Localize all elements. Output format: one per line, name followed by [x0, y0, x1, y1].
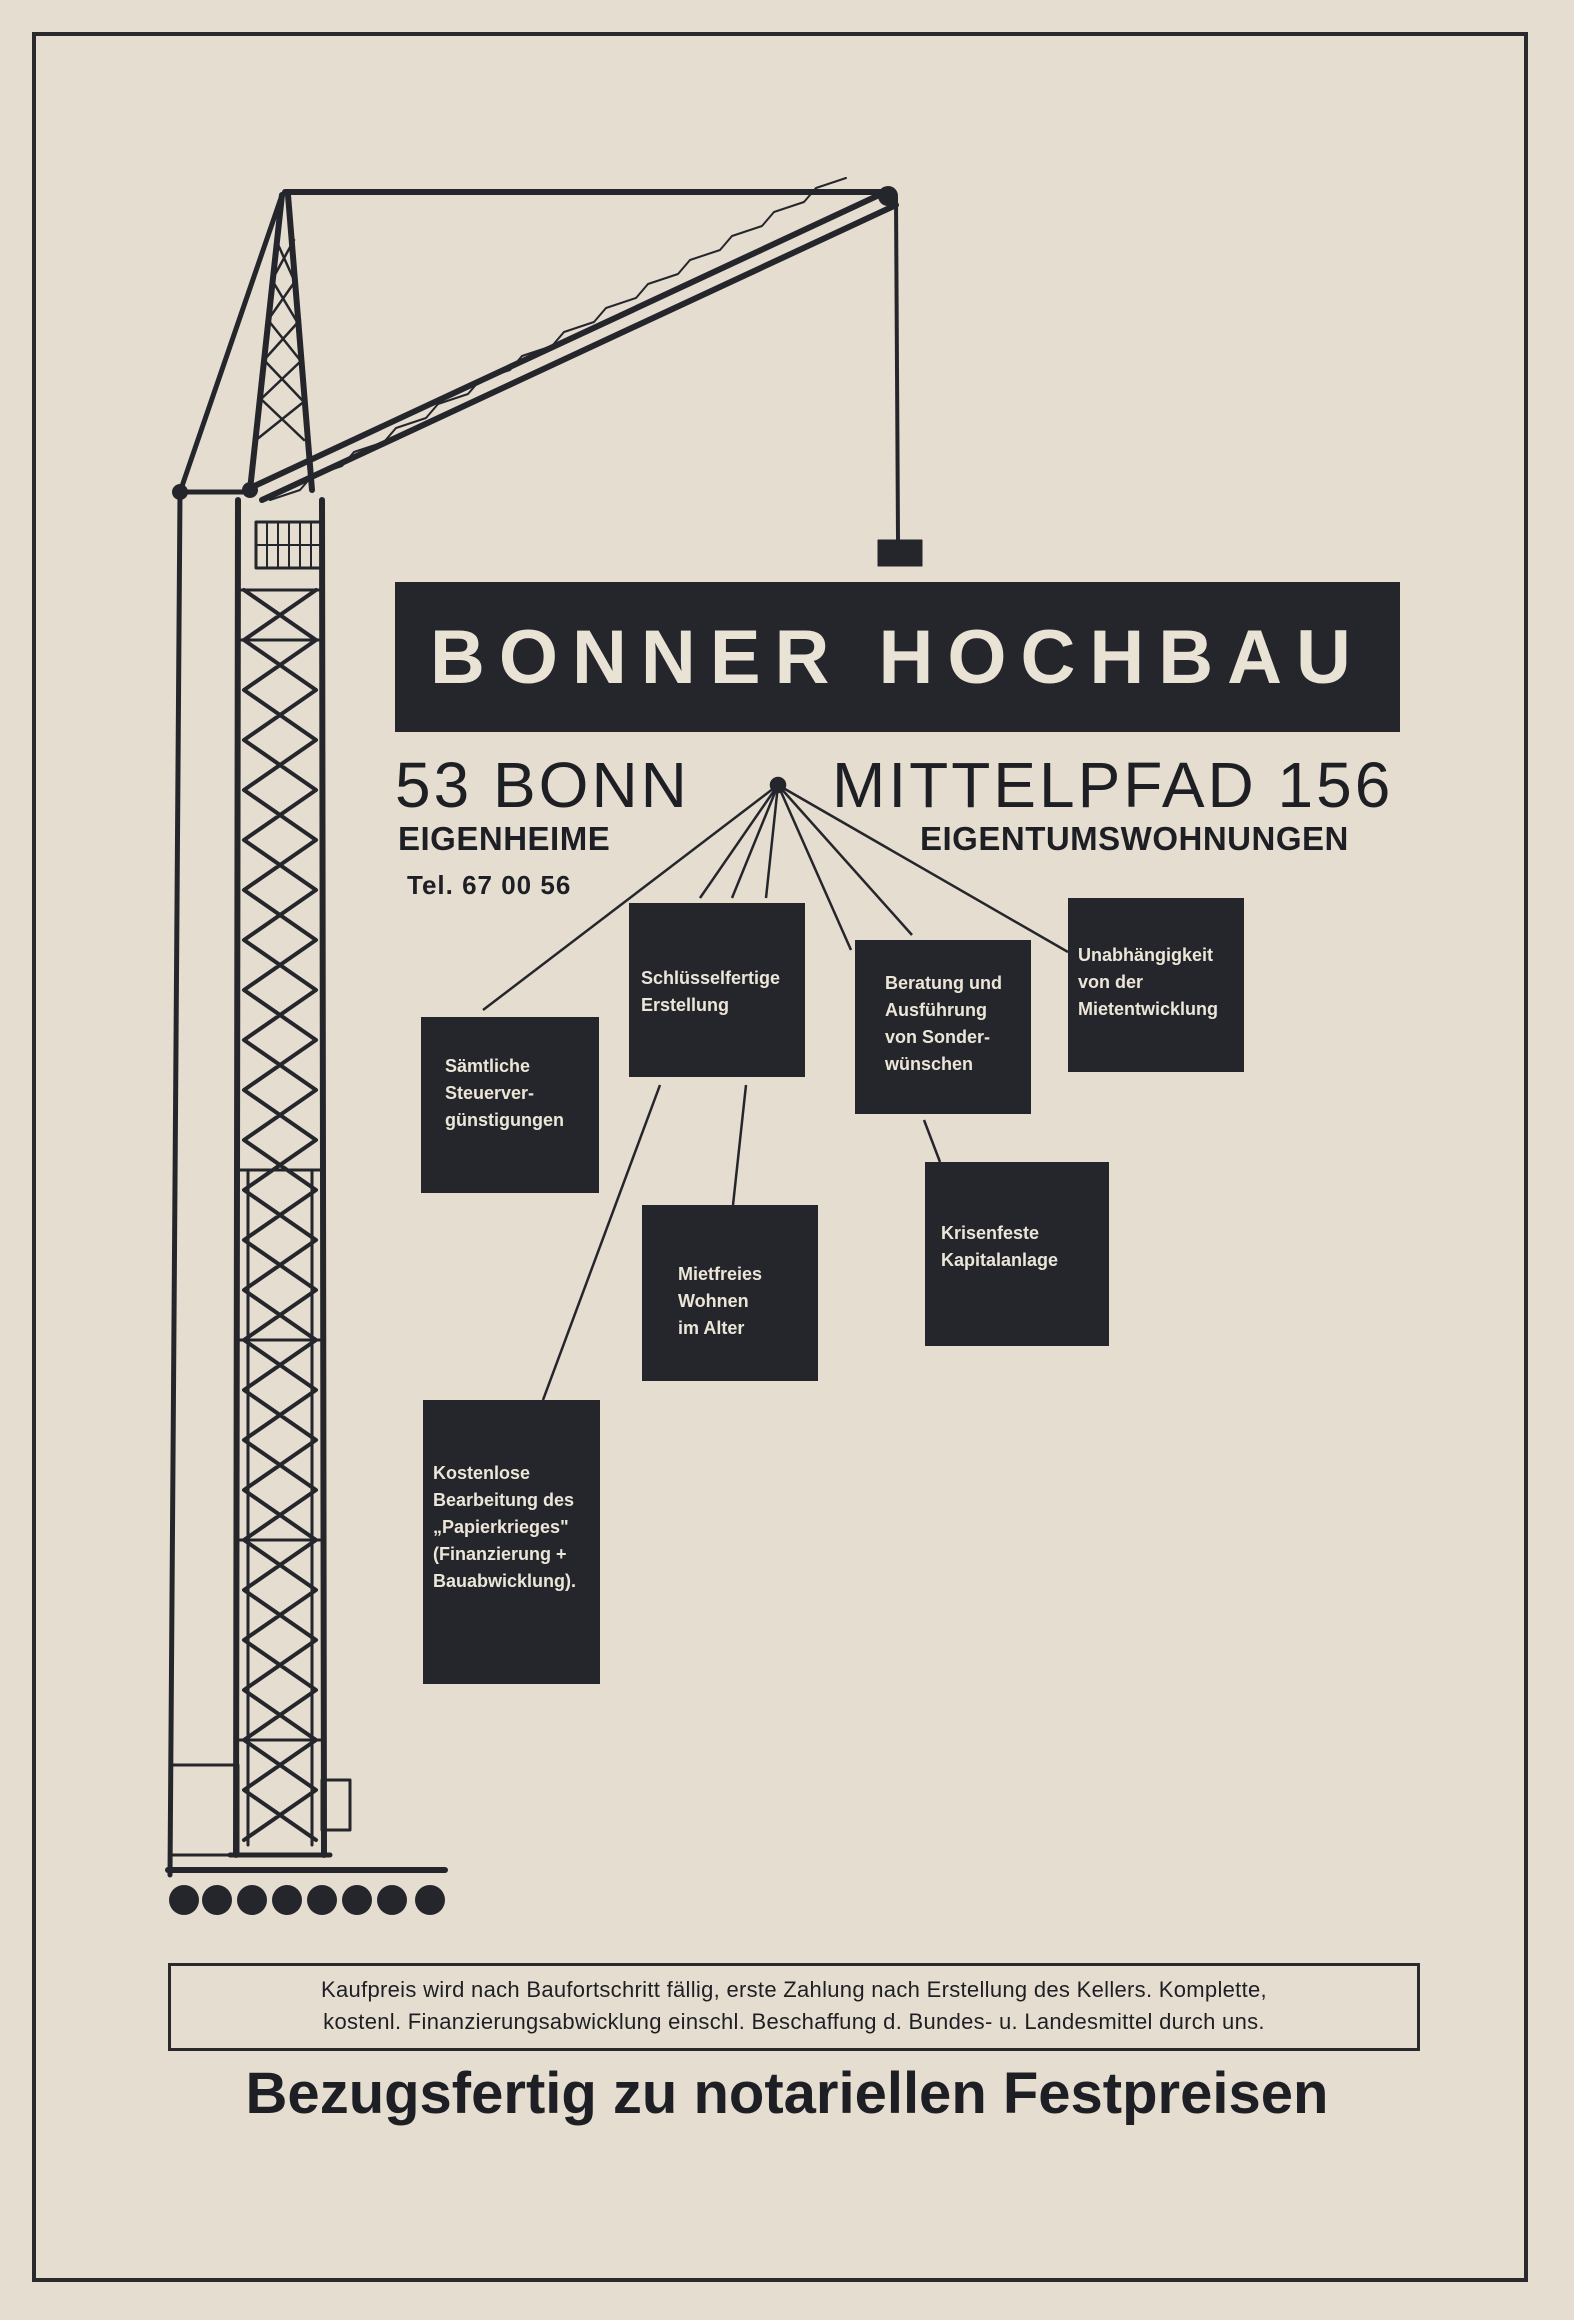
- benefit-box-paperwork: Kostenlose Bearbeitung des „Papierkrieges" (Finanzierung + Bauabwicklung).: [423, 1400, 600, 1684]
- benefit-box-consulting: Beratung und Ausführung von Sonder- wünschen: [855, 940, 1031, 1114]
- category-left: EIGENHEIME: [398, 820, 611, 857]
- slogan: Bezugsfertig zu notariellen Festpreisen: [245, 2061, 1329, 2126]
- payment-note: [168, 1963, 1420, 2051]
- benefit-box-independence: Unabhängigkeit von der Mietentwicklung: [1068, 898, 1244, 1072]
- payment-note-line1: Kaufpreis wird nach Baufortschritt fällig, erste Zahlung nach Erstellung des Kellers. Komplette,: [321, 1977, 1267, 2002]
- phone-number: Tel. 67 00 56: [407, 870, 572, 900]
- payment-note-line2: kostenl. Finanzierungsabwicklung einschl. Beschaffung d. Bundes- u. Landesmittel durch uns.: [323, 2009, 1265, 2034]
- benefit-box-tax: Sämtliche Steuerver- günstigungen: [421, 1017, 599, 1193]
- benefit-box-turnkey: Schlüsselfertige Erstellung: [629, 903, 805, 1077]
- category-right: EIGENTUMSWOHNUNGEN: [920, 820, 1349, 857]
- address-city: 53 BONN: [395, 749, 690, 821]
- address-street: MITTELPFAD 156: [832, 749, 1394, 821]
- benefit-box-investment: Krisenfeste Kapitalanlage: [925, 1162, 1109, 1346]
- benefit-box-rentfree: Mietfreies Wohnen im Alter: [642, 1205, 818, 1381]
- company-name-banner: BONNER HOCHBAU: [395, 582, 1400, 732]
